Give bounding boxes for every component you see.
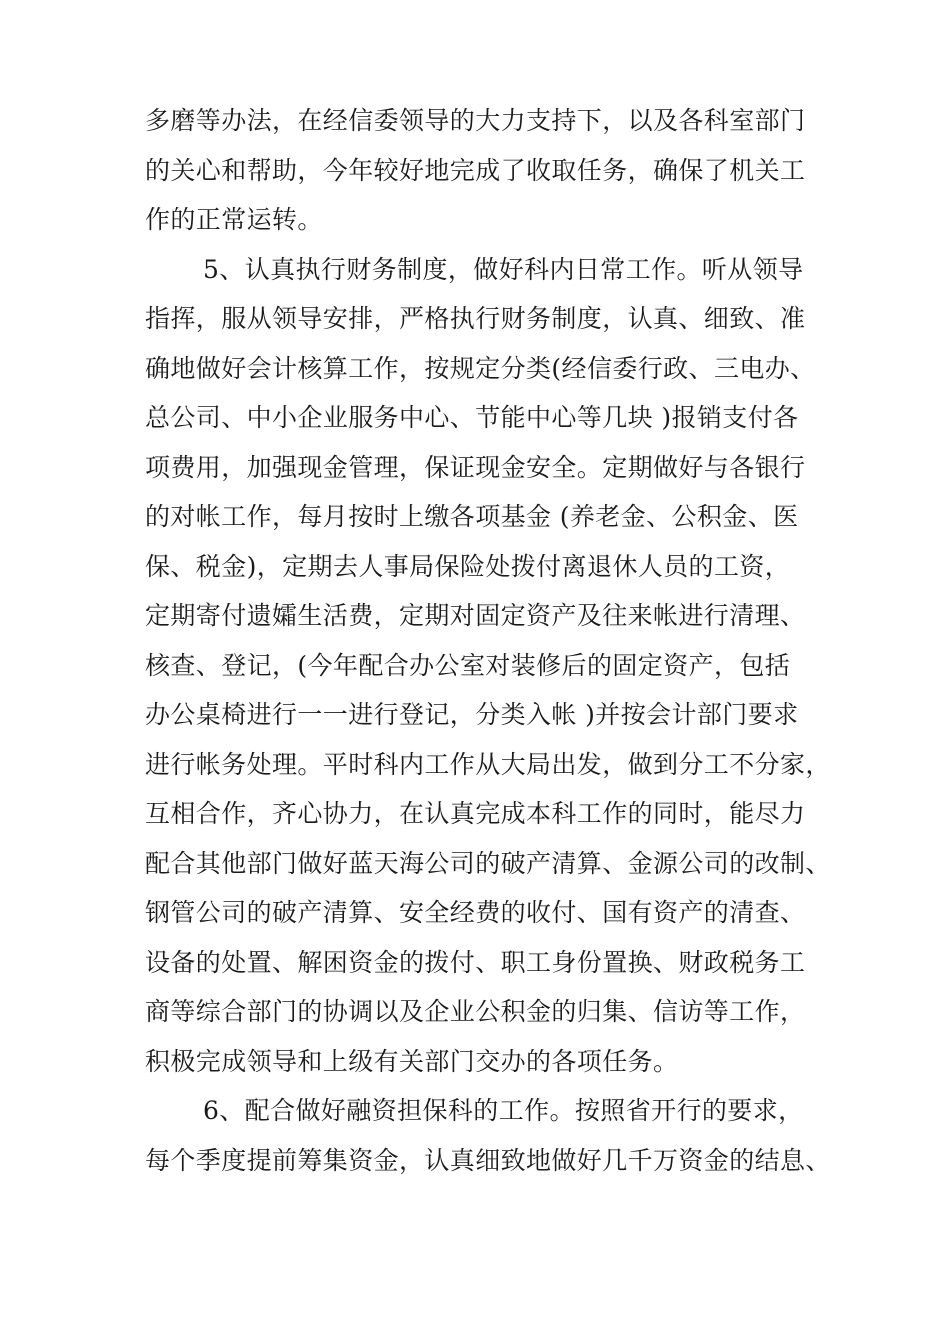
text-line: 积极完成领导和上级有关部门交办的各项任务。 — [145, 1046, 679, 1076]
text-line: 定期寄付遗孀生活费，定期对固定资产及往来帐进行清理、 — [145, 601, 806, 630]
text-line: 总公司、中小企业服务中心、节能中心等几块 )报销支付各 — [145, 403, 799, 432]
text-line: 的对帐工作，每月按时上缴各项基金 (养老金、公积金、医 — [145, 502, 799, 531]
text-line: 确地做好会计核算工作，按规定分类(经信委行政、三电办、 — [145, 353, 816, 383]
paragraph-first-line: 5、认真执行财务制度，做好科内日常工作。听从领导 — [203, 254, 804, 284]
text-line: 项费用，加强现金管理，保证现金安全。定期做好与各银行 — [145, 452, 806, 482]
text-line: 商等综合部门的协调以及企业公积金的归集、信访等工作， — [145, 997, 806, 1026]
text-line: 进行帐务处理。平时科内工作从大局出发，做到分工不分家， — [145, 749, 831, 779]
text-line: 核查、登记，(今年配合办公室对装修后的固定资产，包括 — [145, 650, 791, 680]
text-line: 钢管公司的破产清算、安全经费的收付、国有资产的清查、 — [145, 898, 806, 927]
text-line: 配合其他部门做好蓝天海公司的破产清算、金源公司的改制、 — [145, 848, 831, 878]
text-line: 每个季度提前筹集资金，认真细致地做好几千万资金的结息、 — [145, 1145, 831, 1175]
text-line: 多磨等办法，在经信委领导的大力支持下，以及各科室部门 — [145, 106, 806, 135]
text-line: 指挥，服从领导安排，严格执行财务制度，认真、细致、准 — [145, 304, 806, 333]
text-line: 作的正常运转。 — [145, 205, 323, 234]
text-line: 保、税金)，定期去人事局保险处拨付离退休人员的工资， — [145, 551, 791, 581]
text-line: 互相合作，齐心协力，在认真完成本科工作的同时，能尽力 — [145, 799, 806, 828]
text-line: 办公桌椅进行一一进行登记，分类入帐 )并按会计部门要求 — [145, 700, 799, 729]
paragraph-first-line: 6、配合做好融资担保科的工作。按照省开行的要求， — [203, 1096, 804, 1125]
text-line: 的关心和帮助，今年较好地完成了收取任务，确保了机关工 — [145, 155, 806, 185]
text-line: 设备的处置、解困资金的拨付、职工身份置换、财政税务工 — [145, 947, 806, 977]
body-text — [145, 96, 845, 1185]
